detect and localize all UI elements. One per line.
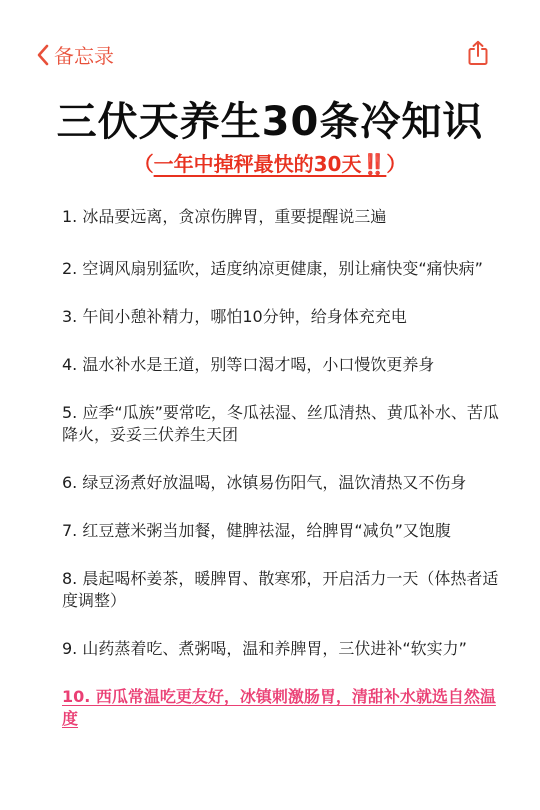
list-item: 10. 西瓜常温吃更友好，冰镇刺激肠胃，清甜补水就选自然温度 bbox=[62, 687, 496, 728]
nav-bar bbox=[0, 0, 540, 92]
back-label: 备忘录 bbox=[54, 44, 114, 68]
list-item: 7. 红豆薏米粥当加餐，健脾祛湿，给脾胃“减负”又饱腹 bbox=[62, 521, 451, 540]
list-item: 2. 空调风扇别猛吹，适度纳凉更健康，别让痛快变“痛快病” bbox=[62, 259, 483, 278]
back-button[interactable] bbox=[36, 40, 114, 69]
list-item: 5. 应季“瓜族”要常吃，冬瓜祛湿、丝瓜清热、黄瓜补水、苦瓜降火，妥妥三伏养生天团 bbox=[62, 403, 499, 444]
subtitle-open-paren: （ bbox=[133, 152, 154, 176]
share-icon[interactable] bbox=[466, 40, 490, 66]
list-item: 3. 午间小憩补精力，哪怕10分钟，给身体充充电 bbox=[62, 307, 407, 326]
subtitle-text: 一年中掉秤最快的30天‼️ bbox=[153, 152, 387, 176]
page-subtitle bbox=[0, 148, 540, 177]
tips-list bbox=[62, 206, 502, 730]
list-item: 6. 绿豆汤煮好放温喝，冰镇易伤阳气，温饮清热又不伤身 bbox=[62, 473, 467, 492]
list-item: 8. 晨起喝杯姜茶，暖脾胃、散寒邪，开启活力一天（体热者适度调整） bbox=[62, 569, 499, 610]
list-item: 9. 山药蒸着吃、煮粥喝，温和养脾胃，三伏进补“软实力” bbox=[62, 639, 467, 658]
chevron-left-icon bbox=[36, 44, 50, 66]
list-item: 4. 温水补水是王道，别等口渴才喝，小口慢饮更养身 bbox=[62, 355, 435, 374]
page-title: 三伏天养生30条冷知识 bbox=[56, 99, 484, 145]
subtitle-close-paren: ） bbox=[386, 152, 407, 176]
list-item: 1. 冰品要远离，贪凉伤脾胃，重要提醒说三遍 bbox=[62, 207, 387, 226]
